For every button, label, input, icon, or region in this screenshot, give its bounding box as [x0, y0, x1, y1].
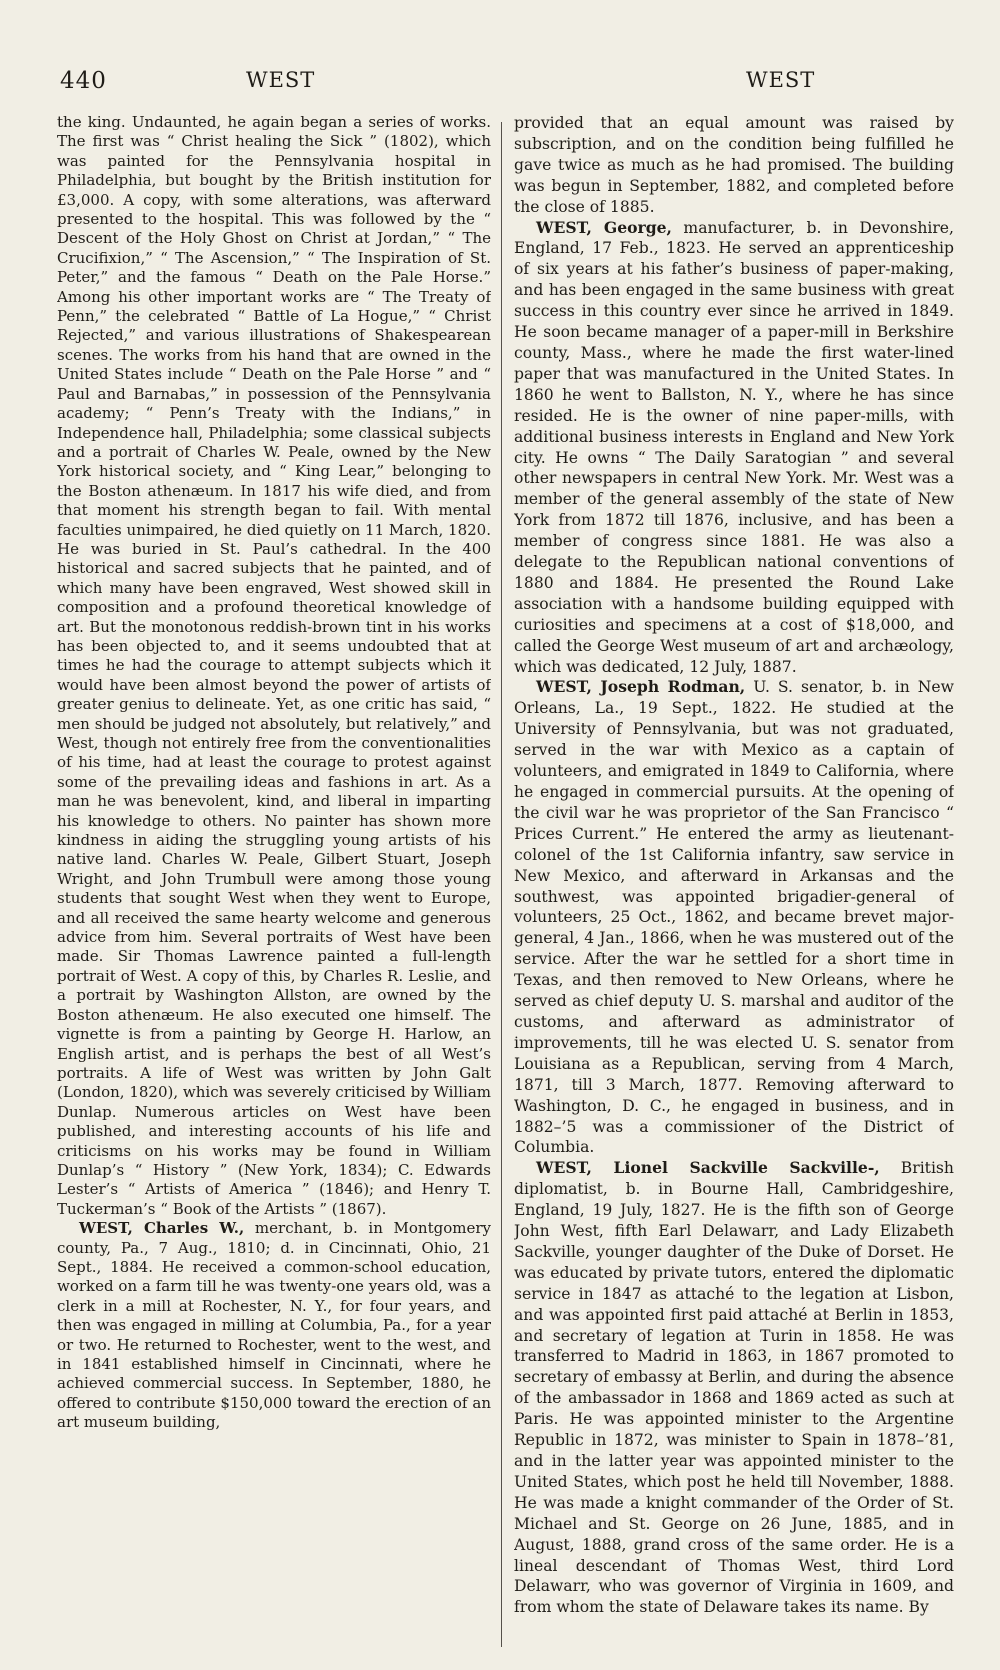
- page-number: 440: [60, 68, 107, 94]
- entry-headword: WEST, Joseph Rodman,: [536, 677, 746, 697]
- entry-text: manufacturer, b. in Devonshire, England, 17 Feb., 1823. He served an apprenticeship of six years at his father’s business of paper-making, and has been engaged in the same business with great success in this country ever since he arrived in 1849. He soon became manager of a paper-mill in Berkshire county, Mass., where he made the first water-lined paper that was manufactured in the United States. In 1860 he went to Ballston, N. Y., where he has since resided. He is the owner of nine paper-mills, with additional business interests in England and New York city. He owns “ The Daily Saratogian ” and several other newspapers in central New York. Mr. West was a member of the general assembly of the state of New York from 1872 till 1876, inclusive, and has been a member of congress since 1881. He was also a delegate to the Republican national conventions of 1880 and 1884. He presented the Round Lake association with a handsome building equipped with curiosities and specimens at a cost of $18,000, and called the George West museum of art and archæology, which was dedicated, 12 July, 1887.: [514, 218, 954, 676]
- benjamin-west-continuation: the king. Undaunted, he again began a series of works. The first was “ Christ healing the Sick ” (1802), which was painted for the Pennsylvania hospital in Philadelphia, but bought by the British institution for £3,000. A copy, with some alterations, was afterward presented to the hospital. This was followed by the “ Descent of the Holy Ghost on Christ at Jordan,” “ The Crucifixion,” “ The Ascension,” “ The Inspiration of St. Peter,” and the famous “ Death on the Pale Horse.” Among his other important works are “ The Treaty of Penn,” the celebrated “ Battle of La Hogue,” “ Christ Rejected,” and various illustrations of Shakespearean scenes. The works from his hand that are owned in the United States include “ Death on the Pale Horse ” and “ Paul and Barnabas,” in possession of the Pennsylvania academy; “ Penn’s Treaty with the Indians,” in Independence hall, Philadelphia; some classical subjects and a portrait of Charles W. Peale, owned by the New York historical society, and “ King Lear,” belonging to the Boston athenæum. In 1817 his wife died, and from that moment his strength began to fail. With mental faculties unimpaired, he died quietly on 11 March, 1820. He was buried in St. Paul’s cathedral. In the 400 historical and sacred subjects that he painted, and of which many have been engraved, West showed skill in composition and a profound theoretical knowledge of art. But the monotonous reddish-brown tint in his works has been objected to, and it seems undoubted that at times he had the courage to attempt subjects which it would have been almost beyond the power of artists of greater genius to delineate. Yet, as one critic has said, “ men should be judged not absolutely, but relatively,” and West, though not entirely free from the conventionalities of his time, had at least the courage to protest against some of the prevailing ideas and fashions in art. As a man he was benevolent, kind, and liberal in imparting his knowledge to others. No painter has shown more kindness in aiding the struggling young artists of his native land. Charles W. Peale, Gilbert Stuart, Joseph Wright, and John Trumbull were among those young students that sought West when they went to Europe, and all received the same hearty welcome and generous advice from him. Several portraits of West have been made. Sir Thomas Lawrence painted a full-length portrait of West. A copy of this, by Charles R. Leslie, and a portrait by Washington Allston, are owned by the Boston athenæum. He also executed one himself. The vignette is from a painting by George H. Harlow, an English artist, and is perhaps the best of all West’s portraits. A life of West was written by John Galt (London, 1820), which was severely criticised by William Dunlap. Numerous articles on West have been published, and interesting accounts of his life and criticisms on his works may be found in William Dunlap’s “ History ” (New York, 1834); C. Edwards Lester’s “ Artists of America ” (1846); and Henry T. Tuckerman’s “ Book of the Artists ” (1867).: [57, 113, 491, 1218]
- entry-text: British diplomatist, b. in Bourne Hall, Cambridgeshire, England, 19 July, 1827. He is the fifth son of George John West, fifth Earl Delawarr, and Lady Elizabeth Sackville, younger daughter of the Duke of Dorset. He was educated by private tutors, entered the diplomatic service in 1847 as attaché to the legation at Lisbon, and was appointed first paid attaché at Berlin in 1853, and secretary of legation at Turin in 1858. He was transferred to Madrid in 1863, in 1867 promoted to secretary of embassy at Berlin, and during the absence of the ambassador in 1868 and 1869 acted as such at Paris. He was appointed minister to the Argentine Republic in 1872, was minister to Spain in 1878–’81, and in the latter year was appointed minister to the United States, which post he held till November, 1888. He was made a knight commander of the Order of St. Michael and St. George on 26 June, 1885, and in August, 1888, grand cross of the same order. He is a lineal descendant of Thomas West, third Lord Delawarr, who was governor of Virginia in 1609, and from whom the state of Delaware takes its name. By: [514, 1159, 954, 1617]
- entry-text: U. S. senator, b. in New Orleans, La., 19 Sept., 1822. He studied at the University of Pennsylvania, but was not graduated, served in the war with Mexico as a captain of volunteers, and emigrated in 1849 to California, where he engaged in commercial pursuits. At the opening of the civil war he was proprietor of the San Francisco “ Prices Current.” He entered the army as lieutenant-colonel of the 1st California infantry, saw service in New Mexico, and afterward in Arkansas and the southwest, was appointed brigadier-general of volunteers, 25 Oct., 1862, and became brevet major-general, 4 Jan., 1866, when he was mustered out of the service. After the war he settled for a short time in Texas, and then removed to New Orleans, where he served as chief deputy U. S. marshal and auditor of the customs, and afterward as administrator of improvements, till he was elected U. S. senator from Louisiana as a Republican, serving from 4 March, 1871, till 3 March, 1877. Removing afterward to Washington, D. C., he engaged in business, and in 1882–’5 was a commissioner of the District of Columbia.: [514, 678, 954, 1157]
- page-header: [60, 68, 940, 108]
- entry-headword: WEST, George,: [536, 217, 672, 237]
- entry-joseph-rodman-west: [514, 677, 954, 1158]
- right-running-head: WEST: [746, 68, 816, 92]
- entry-headword: WEST, Charles W.,: [79, 1219, 245, 1238]
- right-column: [514, 113, 954, 1630]
- left-column: [57, 113, 491, 1630]
- column-divider: [501, 122, 502, 1647]
- charles-west-continuation: provided that an equal amount was raised by subscription, and on the condition being fulfilled he gave twice as much as he had promised. The building was begun in September, 1882, and completed before the close of 1885.: [514, 114, 954, 216]
- entry-george-west: [514, 218, 954, 678]
- entry-text: merchant, b. in Montgomery county, Pa., 7 Aug., 1810; d. in Cincinnati, Ohio, 21 Sept., 1884. He received a common-school education, worked on a farm till he was twenty-one years old, was a clerk in a mill at Rochester, N. Y., for four years, and then was engaged in milling at Columbia, Pa., for a year or two. He returned to Rochester, went to the west, and in 1841 established himself in Cincinnati, where he achieved commercial success. In September, 1880, he offered to contribute $150,000 toward the erection of an art museum building,: [57, 1219, 491, 1432]
- entry-headword: WEST, Lionel Sackville Sackville-,: [536, 1158, 880, 1178]
- entry-charles-w-west: [57, 1219, 491, 1432]
- entry-lionel-sackville-west: [514, 1158, 954, 1618]
- left-running-head: WEST: [246, 68, 316, 92]
